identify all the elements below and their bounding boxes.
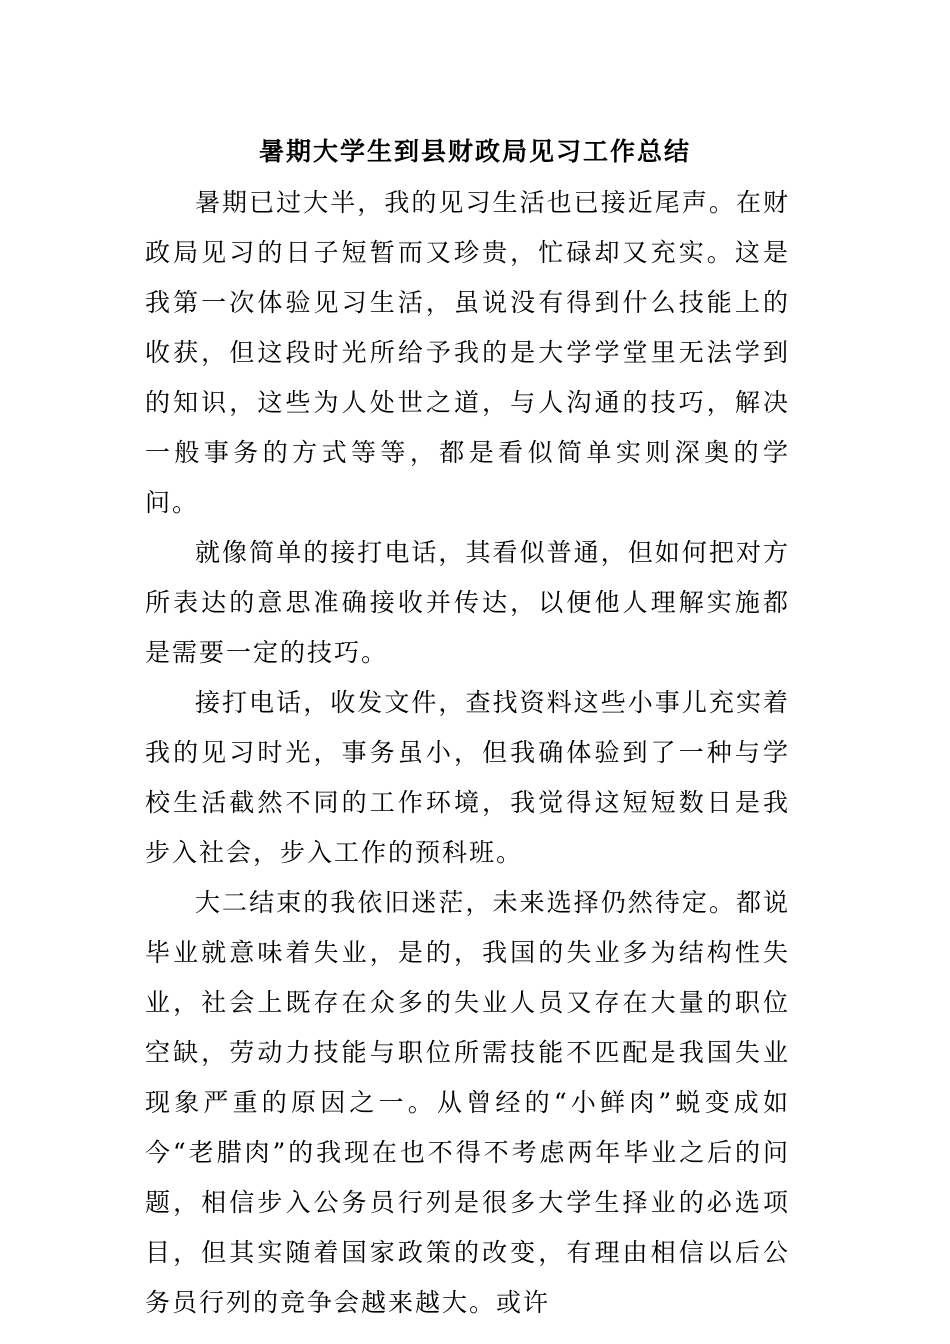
paragraph-3: 接打电话，收发文件，查找资料这些小事儿充实着我的见习时光，事务虽小，但我确体验到了一种与学校生活截然不同的工作环境，我觉得这短短数日是我步入社会，步入工作的预科班。 [145, 688, 790, 867]
document-title: 暑期大学生到县财政局见习工作总结 [258, 137, 691, 166]
document-body [145, 178, 790, 1328]
paragraph-2: 就像简单的接打电话，其看似普通，但如何把对方所表达的意思准确接收并传达，以便他人理解实施都是需要一定的技巧。 [145, 538, 790, 667]
paragraph-1: 暑期已过大半，我的见习生活也已接近尾声。在财政局见习的日子短暂而又珍贵，忙碌却又充实。这是我第一次体验见习生活，虽说没有得到什么技能上的收获，但这段时光所给予我的是大学学堂里无法学到的知识，这些为人处世之道，与人沟通的技巧，解决一般事务的方式等等，都是看似简单实则深奥的学问。 [145, 188, 790, 517]
paragraph-4: 大二结束的我依旧迷茫，未来选择仍然待定。都说毕业就意味着失业，是的，我国的失业多为结构性失业，社会上既存在众多的失业人员又存在大量的职位空缺，劳动力技能与职位所需技能不匹配是我国失业现象严重的原因之一。从曾经的“小鲜肉”蜕变成如今“老腊肉”的我现在也不得不考虑两年毕业之后的问题，相信步入公务员行列是很多大学生择业的必选项目，但其实随着国家政策的改变，有理由相信以后公务员行列的竞争会越来越大。或许 [145, 888, 790, 1317]
